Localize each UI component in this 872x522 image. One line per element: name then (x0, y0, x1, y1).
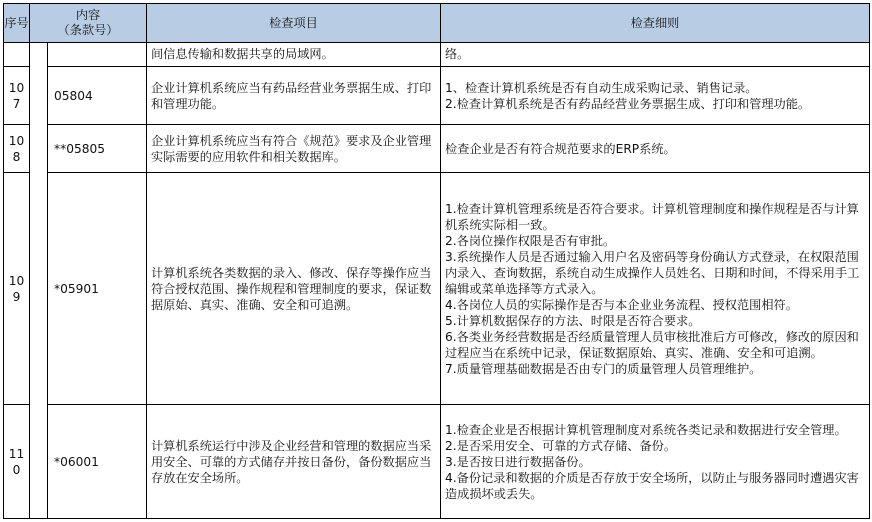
detail-line: 1、检查计算机系统是否有自动生成采购记录、销售记录。 (445, 80, 758, 95)
cell-detail (441, 67, 870, 125)
cell-detail (441, 405, 870, 519)
header-clause-sub: （条款号） (57, 23, 119, 37)
detail-line: 7.质量管理基础数据是否由专门的质量管理人员管理维护。 (445, 361, 762, 376)
table-row-continued (4, 43, 870, 67)
cell-seq: 108 (4, 125, 30, 173)
inspection-table-document (3, 3, 869, 519)
inspection-table (3, 3, 870, 519)
detail-line: 检查企业是否有符合规范要求的ERP系统。 (445, 141, 676, 156)
detail-line: 2.各岗位操作权限是否有审批。 (445, 233, 616, 248)
table-row (4, 67, 870, 125)
cell-code: **05805 (48, 125, 147, 173)
cell-item: 企业计算机系统应当有药品经营业务票据生成、打印和管理功能。 (147, 67, 441, 125)
cell-code: *05901 (48, 173, 147, 405)
cell-detail: 络。 (441, 43, 870, 67)
cell-code: *06001 (48, 405, 147, 519)
cell-code (48, 43, 147, 67)
table-row (4, 405, 870, 519)
cell-seq: 109 (4, 173, 30, 405)
cell-detail (441, 173, 870, 405)
cell-item: 间信息传输和数据共享的局域网。 (147, 43, 441, 67)
cell-item: 计算机系统各类数据的录入、修改、保存等操作应当符合授权范围、操作规程和管理制度的要求，保证数据原始、真实、准确、安全和可追溯。 (147, 173, 441, 405)
detail-line: 6.各类业务经营数据是否经质量管理人员审核批准后方可修改，修改的原因和过程应当在系统中记录，保证数据原始、真实、准确、安全和可追溯。 (445, 329, 859, 360)
header-detail: 检查细则 (441, 4, 870, 43)
cell-seq: 107 (4, 67, 30, 125)
detail-line: 4.备份记录和数据的介质是否存放于安全场所，以防止与服务器同时遭遇灾害造成损坏或丢失。 (445, 470, 859, 501)
header-clause-title: 内容 (75, 8, 101, 22)
header-row (4, 4, 870, 43)
table-row (4, 125, 870, 173)
detail-line: 2.检查计算机系统是否有药品经营业务票据生成、打印和管理功能。 (445, 96, 811, 111)
cell-item: 企业计算机系统应当有符合《规范》要求及企业管理实际需要的应用软件和相关数据库。 (147, 125, 441, 173)
detail-line: 3.系统操作人员是否通过输入用户名及密码等身份确认方式登录，在权限范围内录入、查询数据，系统自动生成操作人员姓名、日期和时间，不得采用手工编辑或菜单选择等方式录入。 (445, 249, 860, 296)
cell-code: 05804 (48, 67, 147, 125)
detail-line: 4.各岗位人员的实际操作是否与本企业业务流程、授权范围相符。 (445, 297, 798, 312)
detail-line: 2.是否采用安全、可靠的方式存储、备份。 (445, 438, 677, 453)
cell-item: 计算机系统运行中涉及企业经营和管理的数据应当采用安全、可靠的方式储存并按日备份，备份数据应当存放在安全场所。 (147, 405, 441, 519)
header-seq: 序号 (4, 4, 30, 43)
cell-seq: 110 (4, 405, 30, 519)
detail-line: 3.是否按日进行数据备份。 (445, 454, 591, 469)
detail-line: 1.检查计算机管理系统是否符合要求。计算机管理制度和操作规程是否与计算机系统实际相一致。 (445, 201, 859, 232)
header-clause (30, 4, 147, 43)
table-row (4, 173, 870, 405)
cell-divider (30, 43, 48, 519)
detail-line: 5.计算机数据保存的方法、时限是否符合要求。 (445, 313, 701, 328)
detail-line: 1.检查企业是否根据计算机管理制度对系统各类记录和数据进行安全管理。 (445, 422, 847, 437)
cell-seq (4, 43, 30, 67)
cell-detail (441, 125, 870, 173)
header-item: 检查项目 (147, 4, 441, 43)
